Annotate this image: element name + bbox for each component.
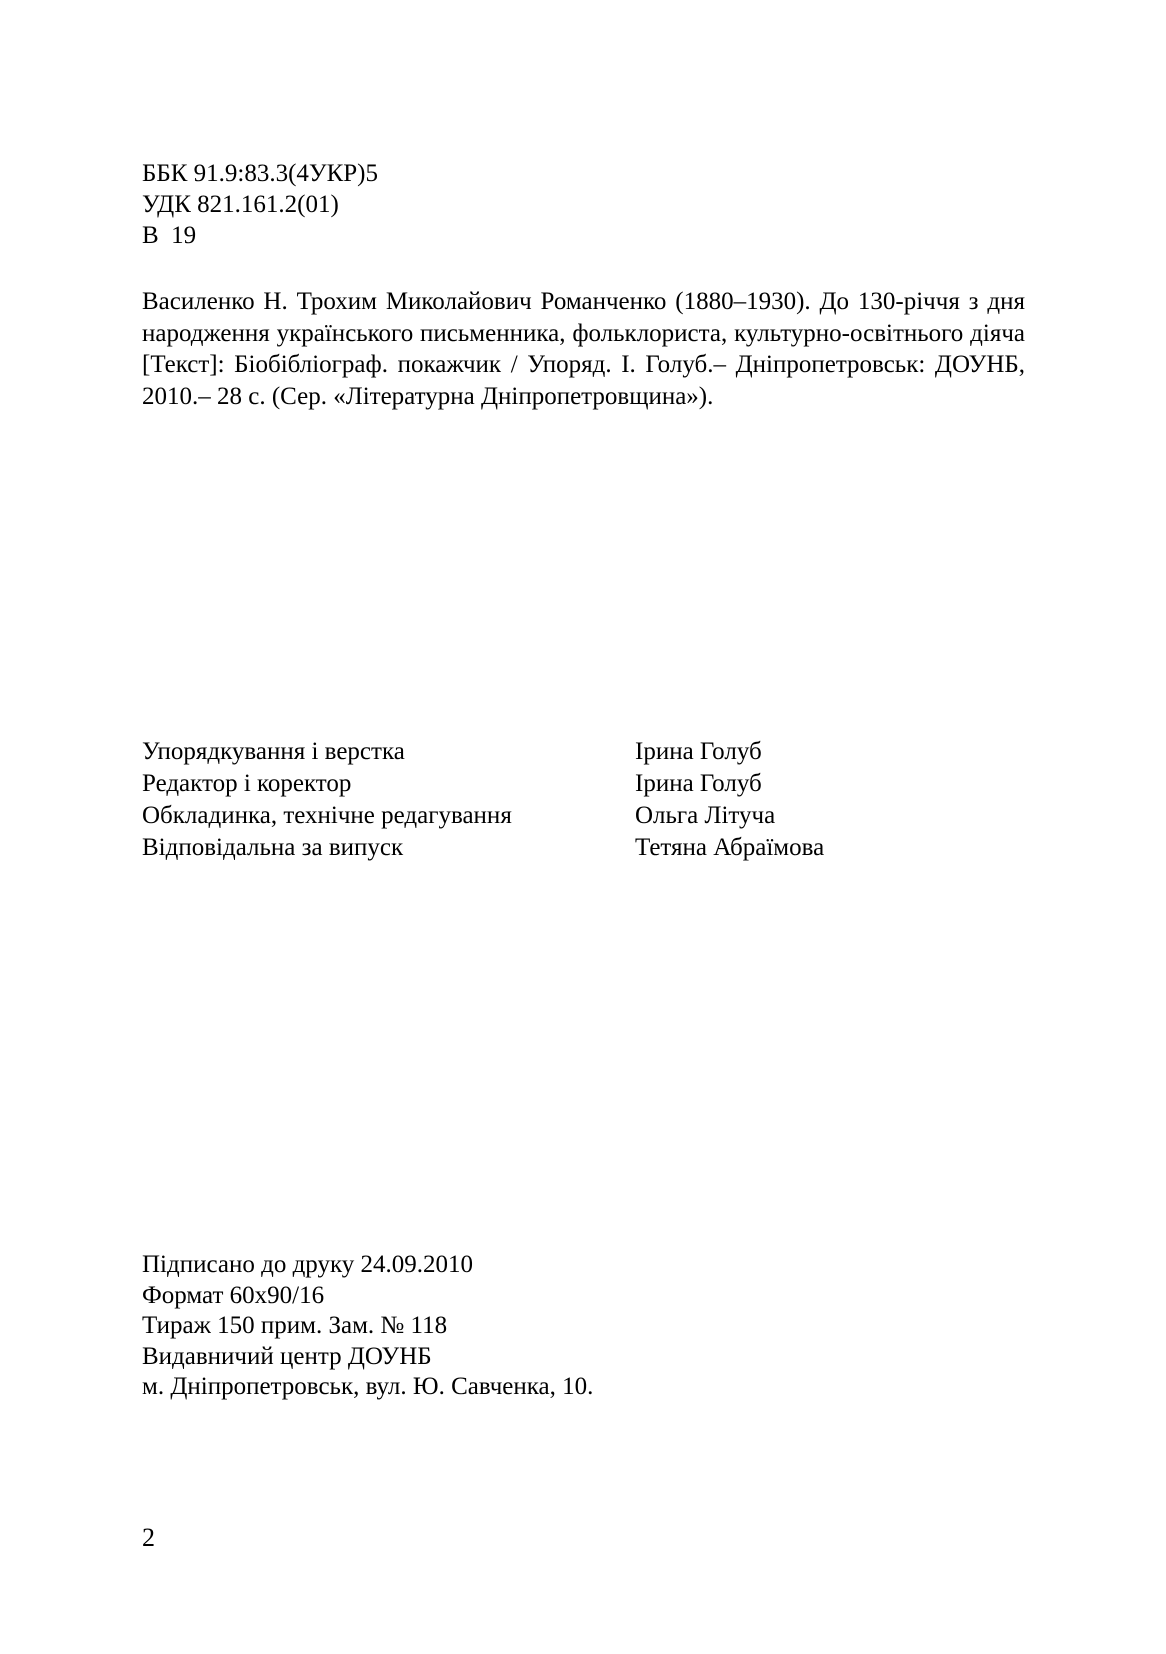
classification-codes: [142, 158, 378, 251]
credit-name: Ірина Голуб: [635, 770, 762, 797]
credit-row: [142, 736, 824, 768]
credit-name: Ірина Голуб: [635, 738, 762, 765]
imprint-block: [142, 1250, 593, 1403]
credit-name: Ольга Літуча: [635, 802, 776, 829]
credits-list: [142, 736, 824, 864]
author-mark: В 19: [142, 222, 197, 249]
signed-to-print: Підписано до друку 24.09.2010: [142, 1251, 474, 1278]
publisher: Видавничий центр ДОУНБ: [142, 1342, 432, 1370]
credit-role: Відповідальна за випуск: [142, 834, 404, 861]
bibliographic-citation: Василенко Н. Трохим Миколайович Романченко (1880–1930). До 130-річчя з дня народження українського письменника, фольклориста, культурно-освітнього діяча [Текст]: Біобібліограф. покажчик / Упоряд. І. Голуб.– Дніпропетровськ: ДОУНБ, 2010.– 28 с. (Сер. «Літературна Дніпропетровщина»).: [142, 288, 1025, 410]
page-number: 2: [142, 1523, 155, 1552]
format: Формат 60х90/16: [142, 1281, 325, 1309]
credit-row: [142, 800, 824, 832]
bbk-code: ББК 91.9:83.3(4УКР)5: [142, 160, 379, 187]
publisher-address: м. Дніпропетровськ, вул. Ю. Савченка, 10.: [142, 1373, 594, 1400]
credit-name: Тетяна Абраїмова: [635, 834, 825, 861]
print-run: Тираж 150 прим. Зам. № 118: [142, 1312, 448, 1339]
credit-row: [142, 768, 824, 800]
credit-role: Упорядкування і верстка: [142, 738, 405, 765]
udk-code: УДК 821.161.2(01): [142, 191, 339, 218]
credit-row: [142, 832, 824, 864]
credit-role: Редактор і коректор: [142, 770, 352, 797]
credit-role: Обкладинка, технічне редагування: [142, 802, 512, 829]
